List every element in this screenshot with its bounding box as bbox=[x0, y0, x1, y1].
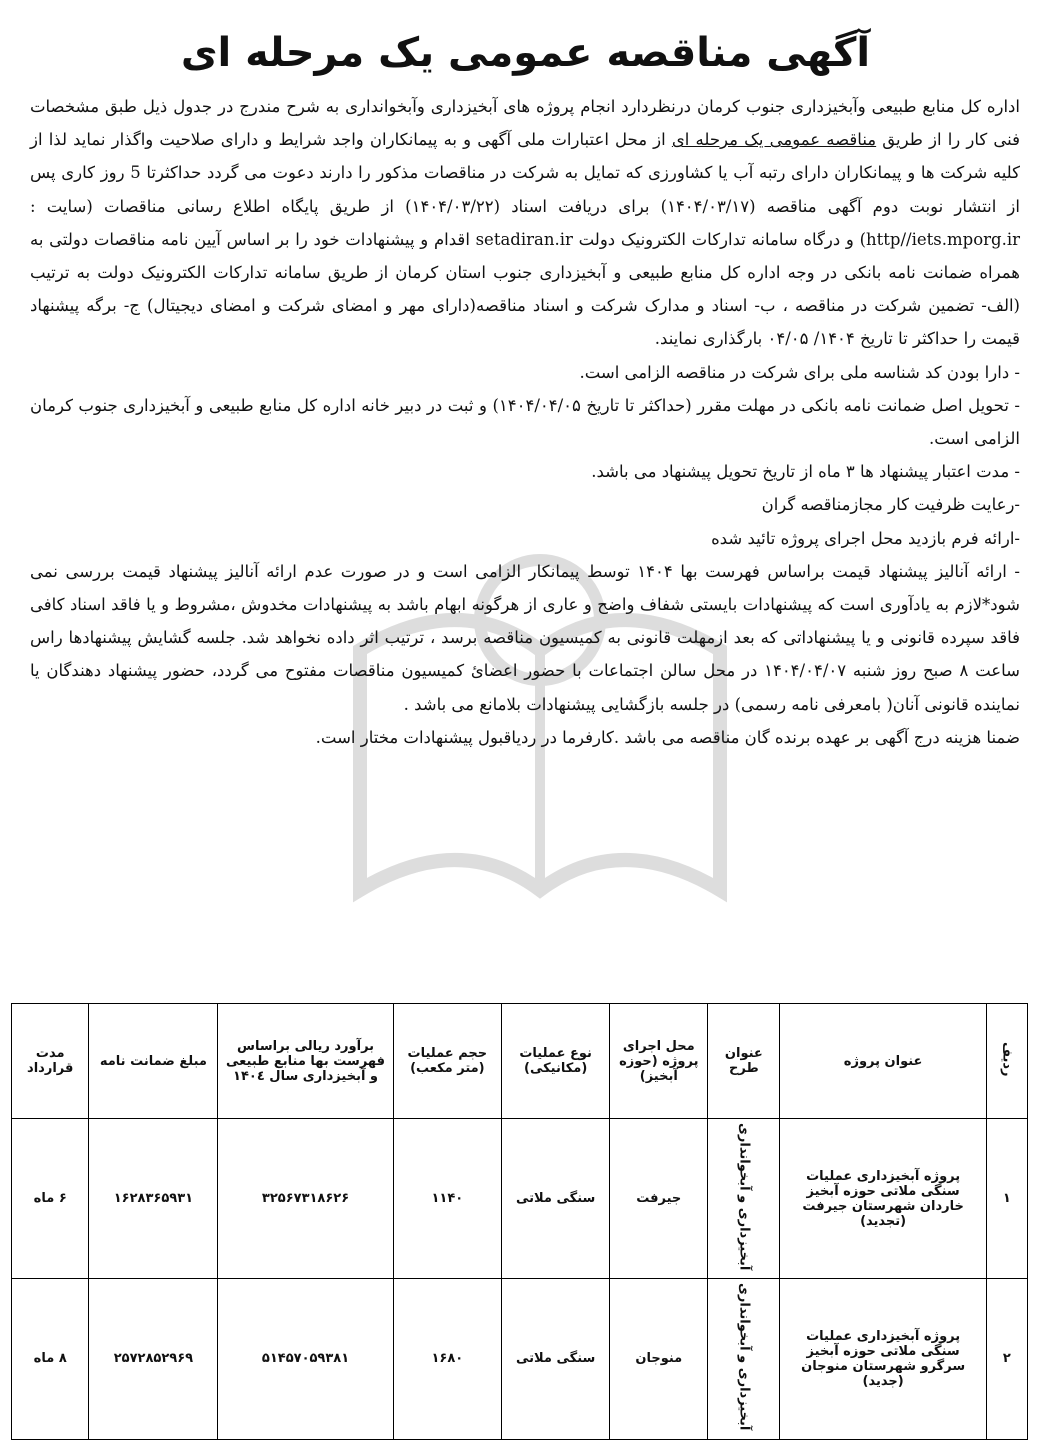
cell-volume: ۱۶۸۰ bbox=[393, 1279, 501, 1439]
header-row-number: ردیف bbox=[986, 1004, 1027, 1119]
cell-guarantee: ۲۵۷۲۸۵۲۹۶۹ bbox=[89, 1279, 218, 1439]
cell-plan-title: آبخیزداری و آبخوانداری bbox=[708, 1279, 780, 1439]
header-estimate: برآورد ریالی براساس فهرست بها منابع طبیعی و آبخیزداری سال ۱۴۰٤ bbox=[218, 1004, 393, 1119]
condition-item: - تحویل اصل ضمانت نامه بانکی در مهلت مقرر (حداکثر تا تاریخ ۱۴۰۴/۰۴/۰۵) و ثبت در دبیر خانه اداره کل منابع طبیعی و آبخیزداری جنوب کرمان الزامی است. bbox=[30, 395, 1020, 449]
tender-type-underlined: مناقصه عمومی یک مرحله ای bbox=[671, 130, 877, 150]
cell-guarantee: ۱۶۲۸۳۶۵۹۳۱ bbox=[89, 1119, 218, 1279]
header-location: محل اجرای پروژه (حوزه آبخیز) bbox=[610, 1004, 708, 1119]
condition-item: - دارا بودن کد شناسه ملی برای شرکت در مناقصه الزامی است. bbox=[579, 362, 1020, 382]
cell-project-title: پروژه آبخیزداری عملیات سنگی ملاتی حوزه آبخیز خاردان شهرستان جیرفت (تجدید) bbox=[780, 1119, 986, 1279]
notice-body bbox=[30, 90, 1020, 754]
condition-item: - مدت اعتبار پیشنهاد ها ۳ ماه از تاریخ تحویل پیشنهاد می باشد. bbox=[591, 462, 1020, 482]
notice-title: آگهی مناقصه عمومی یک مرحله ای bbox=[180, 30, 871, 76]
condition-item: -رعایت ظرفیت کار مجازمناقصه گران bbox=[761, 495, 1020, 515]
table-header-row bbox=[12, 1004, 1028, 1119]
cell-project-title: پروژه آبخیزداری عملیات سنگی ملاتی حوزه آبخیز سرگرو شهرستان منوجان (جدید) bbox=[780, 1279, 986, 1439]
cell-operation-type: سنگی ملاتی bbox=[502, 1279, 610, 1439]
intro-text-start: اداره کل منابع طبیعی وآبخیزداری جنوب کرمان درنظردارد انجام پروژه های آبخیزداری وآبخوانداری به شرح مندرج در جدول ذیل طبق مشخصات فنی کار را از طریق bbox=[30, 97, 1021, 150]
cell-estimate: ۵۱۴۵۷۰۵۹۳۸۱ bbox=[218, 1279, 393, 1439]
cell-location: جیرفت bbox=[610, 1119, 708, 1279]
intro-paragraph bbox=[30, 90, 1020, 356]
projects-table bbox=[11, 1003, 1028, 1440]
condition-item: - ارائه آنالیز پیشنهاد قیمت براساس فهرست بها ۱۴۰۴ توسط پیمانکار الزامی است و در صورت عدم ارائه آنالیز پیشنهاد قیمت بررسی نمی شود*لازم به یادآوری است که پیشنهادات بایستی شفاف واضح و عاری از هرگونه ابهام باشد به پیشنهادات مخدوش ،مشروط و یا فاقد اسناد کافی فاقد سپرده قانونی و یا پیشنهاداتی که بعد ازمهلت قانونی به کمیسیون مناقصه برسد ، ترتیب اثر داده نخواهد شد. جلسه گشایش پیشنهادها راس ساعت ۸ صبح روز شنبه ۱۴۰۴/۰۴/۰۷ در محل سالن اجتماعات با حضور اعضائ کمیسیون مناقصات مفتوح می گردد، حضور پیشنهاد دهندگان یا نماینده قانونی آنان( بامعرفی نامه رسمی) در جلسه بازگشایی پیشنهادات بلامانع می باشد . bbox=[30, 561, 1020, 714]
cell-row-number: ۲ bbox=[986, 1279, 1027, 1439]
cell-duration: ۸ ماه bbox=[12, 1279, 89, 1439]
cell-volume: ۱۱۴۰ bbox=[393, 1119, 501, 1279]
cell-row-number: ۱ bbox=[986, 1119, 1027, 1279]
header-plan-title: عنوان طرح bbox=[708, 1004, 780, 1119]
condition-item: ضمنا هزینه درج آگهی بر عهده برنده گان مناقصه می باشد .کارفرما در ردیاقبول پیشنهادات مختار است. bbox=[315, 727, 1020, 747]
condition-item: -ارائه فرم بازدید محل اجرای پروژه تائید شده bbox=[711, 528, 1020, 548]
header-project-title: عنوان پروژه bbox=[780, 1004, 986, 1119]
cell-estimate: ۳۲۵۶۷۳۱۸۶۲۶ bbox=[218, 1119, 393, 1279]
cell-location: منوجان bbox=[610, 1279, 708, 1439]
cell-operation-type: سنگی ملاتی bbox=[502, 1119, 610, 1279]
table-row bbox=[12, 1279, 1028, 1439]
header-duration: مدت قرارداد bbox=[12, 1004, 89, 1119]
header-operation-type: نوع عملیات (مکانیکی) bbox=[502, 1004, 610, 1119]
cell-duration: ۶ ماه bbox=[12, 1119, 89, 1279]
cell-plan-title: آبخیزداری و آبخوانداری bbox=[708, 1119, 780, 1279]
intro-text-end: از محل اعتبارات ملی آگهی و به پیمانکاران واجد شرایط و دارای صلاحیت واگذار نماید لذا از کلیه شرکت ها و پیمانکاران دارای رتبه آب یا کشاورزی که تمایل به شرکت در مناقصات مذکور را دارند دعوت می گردد حداکثرتا 5 روز کاری پس از انتشار نوبت دوم آگهی مناقصه (۱۴۰۴/۰۳/۱۷) برای دریافت اسناد (۱۴۰۴/۰۳/۲۲) از طریق پایگاه اطلاع رسانی مناقصات (سایت : http//iets.mporg.ir) و درگاه سامانه تدارکات الکترونیک دولت setadiran.ir اقدام و پیشنهادات خود را بر اساس آیین نامه مناقصات دولتی به همراه ضمانت نامه بانکی در وجه اداره کل منابع طبیعی و آبخیزداری جنوب استان کرمان از طریق سامانه تدارکات الکترونیک دولت به ترتیب (الف- تضمین شرکت در مناقصه ، ب- اسناد و مدارک شرکت و اسناد مناقصه(دارای مهر و امضای شرکت و امضای دیجیتال) ج- برگه پیشنهاد قیمت را حداکثر تا تاریخ ۱۴۰۴/ ۰۴/۰۵ بارگذاری نمایند. bbox=[30, 130, 1020, 349]
header-volume: حجم عملیات (متر مکعب) bbox=[393, 1004, 501, 1119]
header-guarantee: مبلغ ضمانت نامه bbox=[89, 1004, 218, 1119]
table-row bbox=[12, 1119, 1028, 1279]
